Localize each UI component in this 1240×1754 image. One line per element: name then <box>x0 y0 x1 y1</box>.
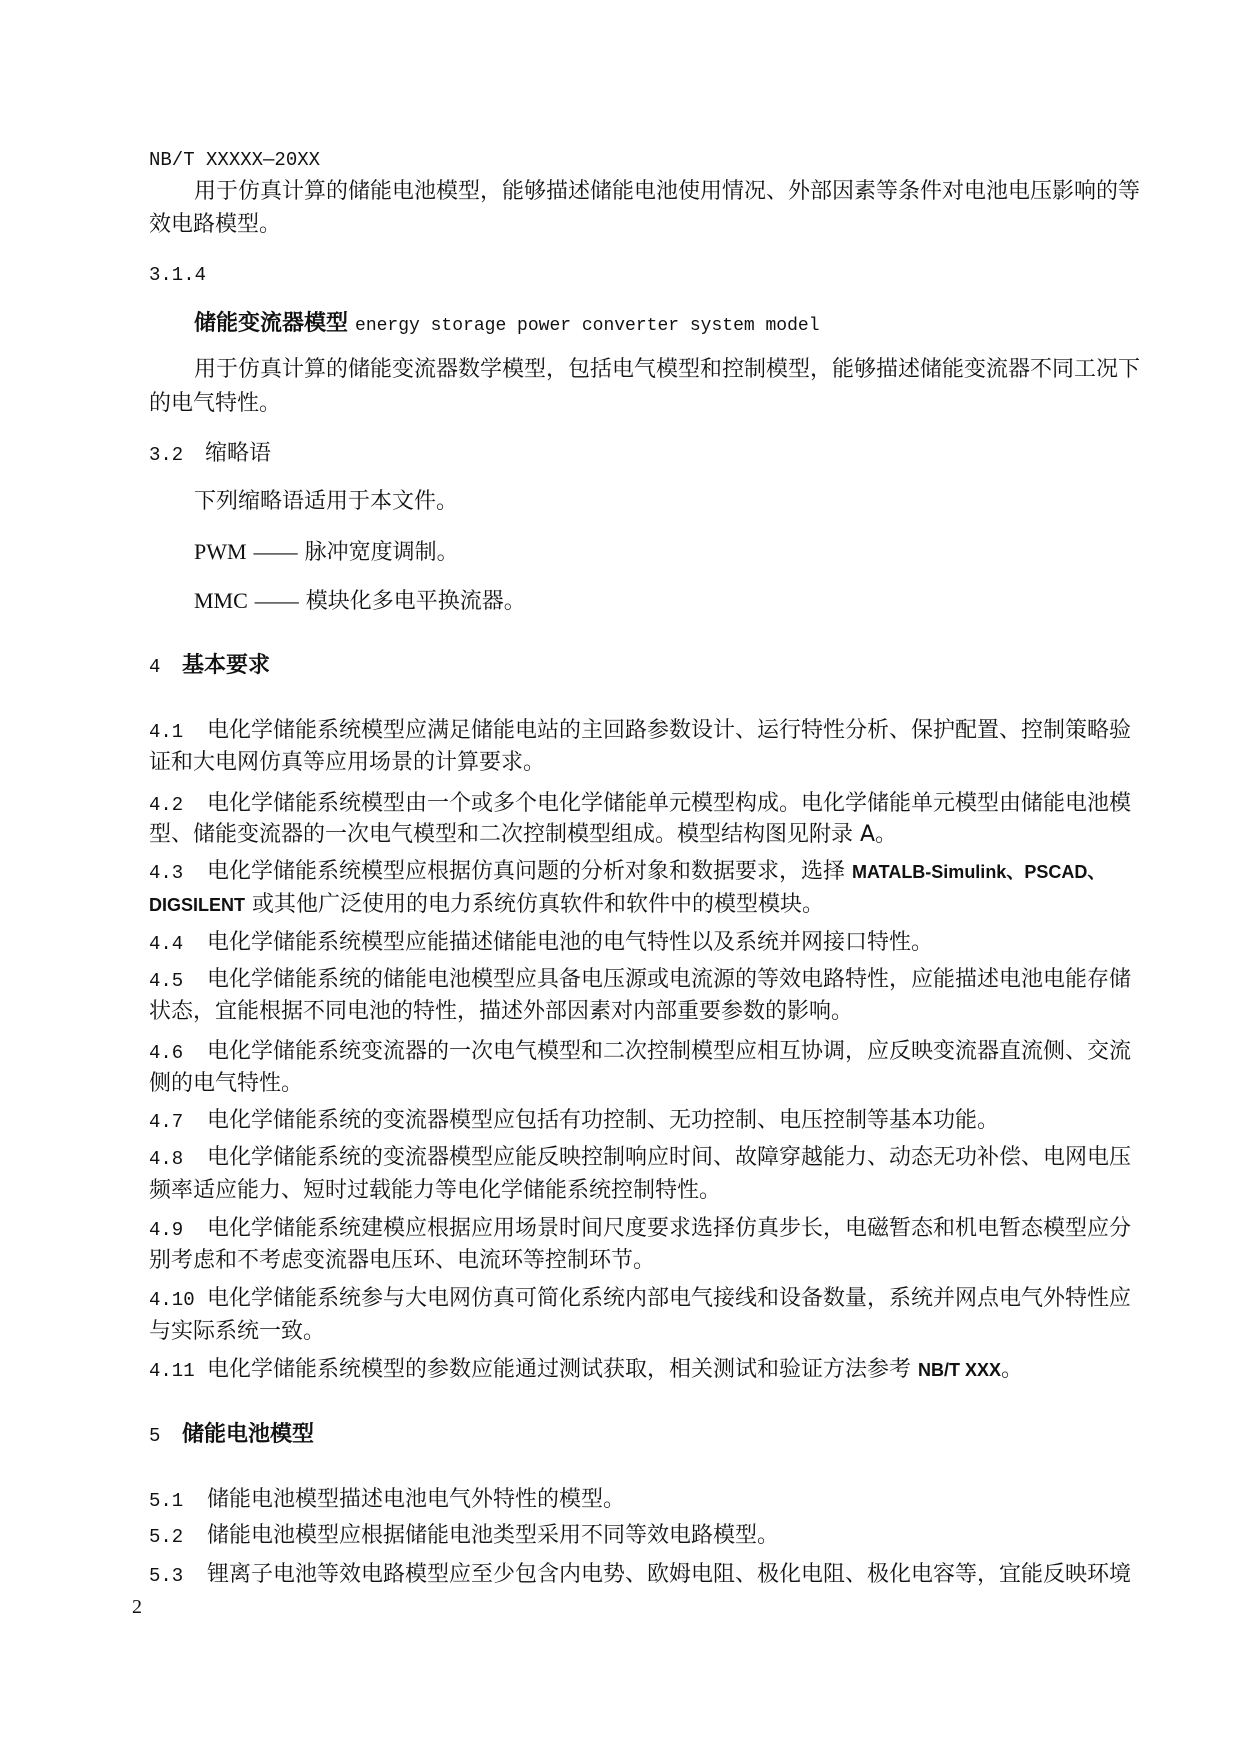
clause-4-5-line <box>149 967 1131 993</box>
clause-text: 电化学储能系统变流器的一次电气模型和二次控制模型应相互协调，应反映变流器直流侧、交流 <box>207 1039 1132 1064</box>
abbreviation-dash: —— <box>254 588 299 613</box>
abbreviation-row <box>194 588 526 614</box>
definition-line: 的电气特性。 <box>149 391 282 416</box>
clause-4-8-line: 频率适应能力、短时过载能力等电化学储能系统控制特性。 <box>149 1178 722 1203</box>
clause-number: 4.11 <box>149 1360 195 1382</box>
clause-number: 4.2 <box>149 794 184 816</box>
clause-number: 4.3 <box>149 862 184 884</box>
clause-number: 4.8 <box>149 1148 184 1170</box>
abbreviation-term: MMC <box>194 588 248 613</box>
section-number: 4 <box>149 656 161 678</box>
clause-number: 5.1 <box>149 1490 184 1512</box>
section-title: 缩略语 <box>205 441 272 466</box>
clause-number: 5.2 <box>149 1526 184 1548</box>
clause-number: 4.10 <box>149 1289 195 1311</box>
clause-5-1-line <box>149 1487 625 1513</box>
section-heading <box>149 441 271 467</box>
clause-number: 4.4 <box>149 933 184 955</box>
clause-4-6-line <box>149 1039 1131 1065</box>
clause-text: 电化学储能系统模型应能描述储能电池的电气特性以及系统并网接口特性。 <box>207 930 934 955</box>
clause-4-11-line <box>149 1357 1023 1383</box>
abbreviation-intro: 下列缩略语适用于本文件。 <box>194 489 459 514</box>
clause-4-8-line <box>149 1145 1131 1171</box>
term-chinese: 储能变流器模型 <box>194 311 349 336</box>
clause-4-3-line <box>149 892 824 918</box>
clause-4-1-line <box>149 718 1131 744</box>
clause-4-10-line <box>149 1286 1131 1312</box>
clause-number: 4.1 <box>149 721 184 743</box>
page-number: 2 <box>132 1596 142 1618</box>
clause-text: 锂离子电池等效电路模型应至少包含内电势、欧姆电阻、极化电阻、极化电容等，宜能反映环境 <box>207 1562 1132 1587</box>
clause-text: 电化学储能系统建模应根据应用场景时间尺度要求选择仿真步长，电磁暂态和机电暂态模型应分 <box>207 1216 1132 1241</box>
clause-number: 4.9 <box>149 1219 184 1241</box>
document-code-header: NB/T XXXXX—20XX <box>149 149 321 171</box>
clause-text: 电化学储能系统模型应满足储能电站的主回路参数设计、运行特性分析、保护配置、控制策略验 <box>207 718 1132 743</box>
clause-5-2-line <box>149 1523 779 1549</box>
section-number: 5 <box>149 1425 161 1447</box>
definition-line: 效电路模型。 <box>149 212 282 237</box>
clause-5-3-line <box>149 1562 1131 1588</box>
clause-number: 4.6 <box>149 1042 184 1064</box>
standard-reference: NB/T XXX <box>918 1360 1002 1380</box>
section-heading <box>149 653 270 679</box>
abbreviation-row <box>194 539 459 565</box>
term-line <box>194 311 820 337</box>
abbreviation-meaning: 脉冲宽度调制。 <box>304 540 459 565</box>
clause-4-10-line: 与实际系统一致。 <box>149 1319 326 1344</box>
clause-text: 或其他广泛使用的电力系统仿真软件和软件中的模型模块。 <box>245 892 825 917</box>
clause-text: 电化学储能系统模型应根据仿真问题的分析对象和数据要求，选择 <box>207 859 852 884</box>
section-title: 基本要求 <box>182 653 271 678</box>
clause-text: 电化学储能系统的变流器模型应包括有功控制、无功控制、电压控制等基本功能。 <box>207 1108 1000 1133</box>
clause-text: 储能电池模型描述电池电气外特性的模型。 <box>207 1487 626 1512</box>
clause-number: 4.7 <box>149 1111 184 1133</box>
clause-number: 5.3 <box>149 1565 184 1587</box>
clause-4-4-line <box>149 930 933 956</box>
clause-4-5-line: 状态，宜能根据不同电池的特性，描述外部因素对内部重要参数的影响。 <box>149 999 854 1024</box>
software-names: DIGSILENT <box>149 895 246 915</box>
clause-text: 电化学储能系统模型由一个或多个电化学储能单元模型构成。电化学储能单元模型由储能电池模 <box>207 791 1132 816</box>
definition-line: 用于仿真计算的储能变流器数学模型，包括电气模型和控制模型，能够描述储能变流器不同工况下 <box>194 357 1141 382</box>
abbreviation-dash: —— <box>253 539 298 564</box>
clause-4-6-line: 侧的电气特性。 <box>149 1071 304 1096</box>
clause-4-9-line: 别考虑和不考虑变流器电压环、电流环等控制环节。 <box>149 1248 656 1273</box>
clause-number: 4.5 <box>149 970 184 992</box>
clause-text: 电化学储能系统的变流器模型应能反映控制响应时间、故障穿越能力、动态无功补偿、电网电压 <box>207 1145 1132 1170</box>
term-english: energy storage power converter system model <box>355 316 820 336</box>
clause-text: 储能电池模型应根据储能电池类型采用不同等效电路模型。 <box>207 1523 780 1548</box>
software-names: MATALB-Simulink、PSCAD、 <box>852 862 1106 882</box>
clause-4-9-line <box>149 1216 1131 1242</box>
clause-text: 电化学储能系统的储能电池模型应具备电压源或电流源的等效电路特性，应能描述电池电能存储 <box>207 967 1132 992</box>
clause-4-7-line <box>149 1108 999 1134</box>
section-number: 3.2 <box>149 444 184 466</box>
clause-4-2-line <box>149 791 1131 817</box>
clause-text: 电化学储能系统参与大电网仿真可简化系统内部电气接线和设备数量，系统并网点电气外特性应 <box>207 1286 1132 1311</box>
clause-4-1-line: 证和大电网仿真等应用场景的计算要求。 <box>149 750 546 775</box>
section-title: 储能电池模型 <box>182 1422 315 1447</box>
clause-text: 。 <box>1001 1357 1024 1382</box>
clause-number: 3.1.4 <box>149 264 207 286</box>
abbreviation-meaning: 模块化多电平换流器。 <box>305 589 526 614</box>
section-heading <box>149 1422 314 1448</box>
abbreviation-term: PWM <box>194 539 247 564</box>
clause-4-2-line: 型、储能变流器的一次电气模型和二次控制模型组成。模型结构图见附录 A。 <box>149 822 898 847</box>
clause-4-3-line <box>149 859 1105 885</box>
definition-line: 用于仿真计算的储能电池模型，能够描述储能电池使用情况、外部因素等条件对电池电压影响的等 <box>194 179 1141 204</box>
clause-text: 电化学储能系统模型的参数应能通过测试获取，相关测试和验证方法参考 <box>207 1357 918 1382</box>
